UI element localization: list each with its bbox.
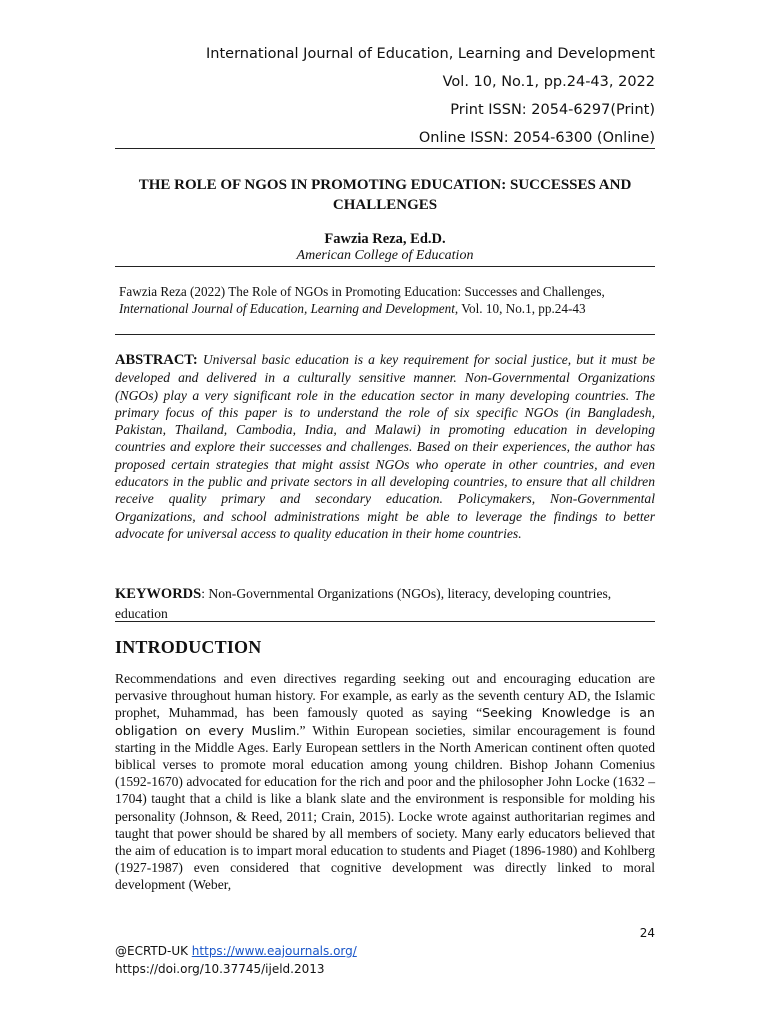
publisher-tag: @ECRTD-UK (115, 944, 192, 958)
journal-name: International Journal of Education, Learning and Development (206, 46, 655, 62)
citation-divider (115, 334, 655, 335)
header-divider (115, 148, 655, 149)
citation-block (119, 283, 655, 317)
keywords-label: KEYWORDS (115, 586, 202, 602)
keywords-divider (115, 621, 655, 622)
title-line-2: CHALLENGES (332, 197, 438, 213)
journal-website-link[interactable]: https://www.eajournals.org/ (191, 944, 357, 958)
keywords (115, 584, 655, 623)
volume-info: Vol. 10, No.1, pp.24-43, 2022 (442, 74, 655, 90)
intro-text-start: Recommendations and even directives regarding seeking out and encouraging education are pervasive throughout human history. For example, as early as the seventh century AD, the Islamic prophet, Muhammad, has been famously quoted as saying “ (115, 671, 655, 721)
footer-publisher-line (115, 944, 357, 958)
title-line-1: THE ROLE OF NGOS IN PROMOTING EDUCATION: SUCCESSES AND (138, 177, 632, 193)
citation-journal: International Journal of Education, Learning and Development (119, 301, 455, 316)
section-heading-introduction: INTRODUCTION (115, 637, 262, 657)
keywords-text: : Non-Governmental Organizations (NGOs), literacy, developing countries, education (115, 586, 612, 621)
abstract-label: ABSTRACT: (115, 352, 198, 368)
online-issn: Online ISSN: 2054-6300 (Online) (418, 130, 655, 146)
doi-link[interactable]: https://doi.org/10.37745/ijeld.2013 (115, 962, 325, 976)
intro-text-end: .” Within European societies, similar encouragement is found starting in the Middle Ages. Early European settlers in the North American continent often quoted biblical verses to promote moral education among young children. Bishop Johann Comenius (1592-1670) advocated for education for the rich and poor and the philosopher John Locke (1632 –1704) taught that a child is like a blank slate and the environment is responsible for molding his personality (Johnson, & Reed, 2011; Crain, 2015). Locke wrote against authoritarian regimes and taught that power should be shared by all members of society. Many early educators believed that the aim of education is to impart moral education to students and Piaget (1896-1980) and Kohlberg (1927-1987) even considered that cognitive development was directly linked to moral development (Weber, (115, 722, 655, 893)
author-affiliation: American College of Education (296, 248, 474, 263)
page-number: 24 (639, 926, 655, 940)
intro-quote: Seeking Knowledge is an obligation on every Muslim (115, 705, 655, 738)
paper-title (115, 175, 655, 215)
print-issn: Print ISSN: 2054-6297(Print) (450, 102, 655, 118)
introduction-paragraph (115, 670, 655, 894)
abstract (115, 351, 655, 542)
affiliation-divider (115, 266, 655, 267)
citation-volume: , Vol. 10, No.1, pp.24-43 (454, 301, 586, 316)
author-name: Fawzia Reza, Ed.D. (324, 231, 446, 247)
citation-text: Fawzia Reza (2022) The Role of NGOs in Promoting Education: Successes and Challenges, (119, 284, 605, 299)
abstract-text: Universal basic education is a key requirement for social justice, but it must be developed and delivered in a culturally sensitive manner. Non-Governmental Organizations (NGOs) play a very significant role in the education sector in many developing countries. The primary focus of this paper is to understand the role of six specific NGOs (in Bangladesh, Pakistan, Thailand, Cambodia, India, and Malawi) in promoting education in developing countries and explore their successes and challenges. Based on their experiences, the author has proposed certain strategies that might assist NGOs who operate in other countries, and even educators in the public and private sectors in all developing countries, to ensure that all children receive quality primary and secondary education. Policymakers, Non-Governmental Organizations, and school administrations might be able to leverage the findings to better advocate for universal access to quality education in their home countries. (115, 352, 655, 541)
